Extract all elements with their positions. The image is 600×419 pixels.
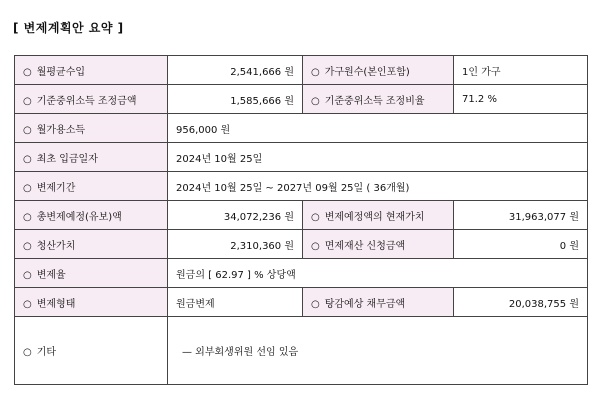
row-value: 2024년 10월 25일 <box>168 143 588 172</box>
row-value: — 외부회생위원 선임 있음 <box>168 317 588 385</box>
table-row <box>15 259 588 288</box>
row-label-cell <box>15 56 168 85</box>
bullet-icon: ○ <box>23 240 32 252</box>
row-label-cell <box>303 230 454 259</box>
row-value: 71.2 % <box>454 85 588 114</box>
row-label: 변제기간 <box>36 182 76 194</box>
row-label: 최초 입금일자 <box>36 153 98 165</box>
row-value: 956,000 원 <box>168 114 588 143</box>
row-label: 면제재산 신청금액 <box>324 240 406 252</box>
row-value: 31,963,077 원 <box>454 201 588 230</box>
row-label-cell <box>15 259 168 288</box>
row-value: 1,585,666 원 <box>168 85 303 114</box>
bullet-icon: ○ <box>23 182 32 194</box>
table-row <box>15 56 588 85</box>
row-label-cell <box>15 317 168 385</box>
row-label: 월가용소득 <box>36 124 86 136</box>
row-label-cell <box>15 201 168 230</box>
bullet-icon: ○ <box>23 124 32 136</box>
bullet-icon: ○ <box>23 298 32 310</box>
row-value: 20,038,755 원 <box>454 288 588 317</box>
row-label-cell <box>15 172 168 201</box>
table-row <box>15 143 588 172</box>
row-label: 청산가치 <box>36 240 76 252</box>
row-label: 기준중위소득 조정비율 <box>324 95 425 107</box>
bullet-icon: ○ <box>23 211 32 223</box>
summary-table <box>14 55 588 385</box>
row-label: 변제형태 <box>36 298 76 310</box>
row-label-cell <box>15 143 168 172</box>
table-row <box>15 230 588 259</box>
bullet-icon: ○ <box>311 211 320 223</box>
row-label-cell <box>15 288 168 317</box>
row-value: 원금변제 <box>168 288 303 317</box>
row-label-cell <box>303 201 454 230</box>
row-value: 0 원 <box>454 230 588 259</box>
table-row <box>15 317 588 385</box>
bullet-icon: ○ <box>311 298 320 310</box>
row-label: 변제예정액의 현재가치 <box>324 211 425 223</box>
row-value: 원금의 [ 62.97 ] % 상당액 <box>168 259 588 288</box>
row-label: 기타 <box>36 347 57 358</box>
bullet-icon: ○ <box>23 66 32 78</box>
bullet-icon: ○ <box>23 153 32 165</box>
bullet-icon: ○ <box>23 95 32 107</box>
table-row <box>15 201 588 230</box>
row-value: 34,072,236 원 <box>168 201 303 230</box>
page-title: [ 변제계획안 요약 ] <box>13 21 124 35</box>
row-label-cell <box>303 288 454 317</box>
row-value: 2,310,360 원 <box>168 230 303 259</box>
row-value: 1인 가구 <box>454 56 588 85</box>
row-value: 2024년 10월 25일 ~ 2027년 09월 25일 ( 36개월) <box>168 172 588 201</box>
table-row <box>15 172 588 201</box>
row-label: 가구원수(본인포함) <box>324 66 410 78</box>
row-label-cell <box>15 114 168 143</box>
row-label: 탕감예상 채무금액 <box>324 298 406 310</box>
table-row <box>15 85 588 114</box>
row-label: 월평균수입 <box>36 66 86 78</box>
table-row <box>15 288 588 317</box>
row-label-cell <box>15 85 168 114</box>
row-label-cell <box>303 85 454 114</box>
row-label: 총변제예정(유보)액 <box>36 211 122 223</box>
row-label-cell <box>303 56 454 85</box>
row-value: 2,541,666 원 <box>168 56 303 85</box>
bullet-icon: ○ <box>23 347 32 358</box>
row-label: 기준중위소득 조정금액 <box>36 95 137 107</box>
bullet-icon: ○ <box>311 66 320 78</box>
bullet-icon: ○ <box>311 95 320 107</box>
bullet-icon: ○ <box>311 240 320 252</box>
row-label-cell <box>15 230 168 259</box>
table-row <box>15 114 588 143</box>
bullet-icon: ○ <box>23 269 32 281</box>
row-label: 변제율 <box>36 269 66 281</box>
